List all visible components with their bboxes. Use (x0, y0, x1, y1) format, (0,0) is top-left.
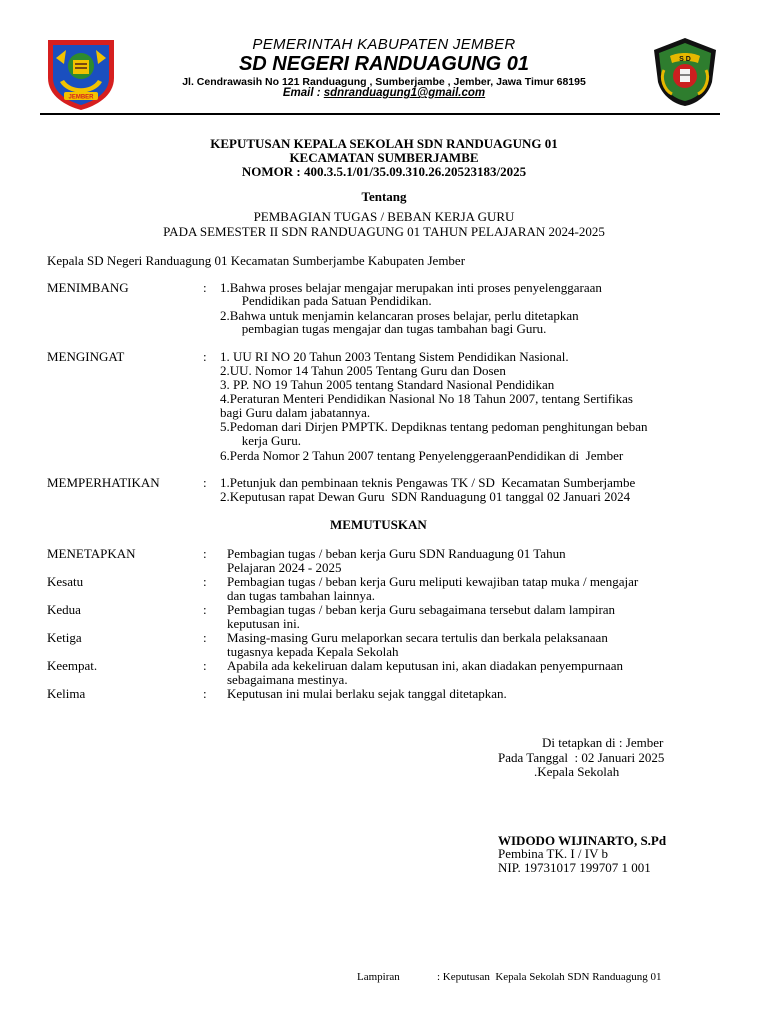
decree-about: Tentang (361, 189, 407, 204)
decision-colon: : (203, 686, 207, 701)
memutuskan-heading: MEMUTUSKAN (330, 517, 427, 532)
decision-line: keputusan ini. (227, 616, 300, 631)
decree-number: NOMOR : 400.3.5.1/01/35.09.310.26.20523183/2025 (241, 164, 527, 179)
decree-subject-line1: PEMBAGIAN TUGAS / BEBAN KERJA GURU (253, 209, 515, 224)
sd-school-emblem-icon (650, 36, 720, 108)
decision-colon: : (203, 546, 207, 561)
menimbang-label: MENIMBANG (47, 280, 129, 295)
signatory-name: WIDODO WIJINARTO, S.Pd (498, 833, 667, 848)
decree-title: KEPUTUSAN KEPALA SEKOLAH SDN RANDUAGUNG 01 (210, 136, 558, 151)
decision-line: Keputusan ini mulai berlaku sejak tanggal ditetapkan. (227, 686, 507, 701)
mengingat-colon: : (203, 349, 207, 364)
decree-subject-line2: PADA SEMESTER II SDN RANDUAGUNG 01 TAHUN PELAJARAN 2024-2025 (163, 224, 605, 239)
decision-line: Pembagian tugas / beban kerja Guru sebagaimana tersebut dalam lampiran (227, 602, 616, 617)
signatory-rank: Pembina TK. I / IV b (498, 846, 609, 861)
attachment-text: : Keputusan Kepala Sekolah SDN Randuagung 01 (437, 971, 662, 983)
menimbang-line: 2.Bahwa untuk menjamin kelancaran proses belajar, perlu ditetapkan (220, 308, 579, 323)
menimbang-colon: : (203, 280, 207, 295)
attachment-label: Lampiran (357, 971, 400, 983)
memperhatikan-line: 2.Keputusan rapat Dewan Guru SDN Randuagung 01 tanggal 02 Januari 2024 (220, 489, 631, 504)
decision-line: tugasnya kepada Kepala Sekolah (227, 644, 399, 659)
signatory-nip: NIP. 19731017 199707 1 001 (498, 860, 651, 875)
decision-label: MENETAPKAN (47, 546, 136, 561)
decision-label: Keempat. (47, 658, 98, 673)
decision-line: Apabila ada kekeliruan dalam keputusan ini, akan diadakan penyempurnaan (227, 658, 623, 673)
mengingat-line: 2.UU. Nomor 14 Tahun 2005 Tentang Guru dan Dosen (220, 363, 506, 378)
letterhead-divider (40, 113, 720, 115)
signature-place: Di tetapkan di : Jember (542, 735, 664, 750)
mengingat-line: 6.Perda Nomor 2 Tahun 2007 tentang PenyelenggeraanPendidikan di Jember (220, 448, 624, 463)
government-name: PEMERINTAH KABUPATEN JEMBER (252, 36, 516, 53)
decision-label: Kesatu (47, 574, 84, 589)
svg-text:JEMBER: JEMBER (68, 94, 94, 101)
memperhatikan-colon: : (203, 475, 207, 490)
decision-label: Kedua (47, 602, 81, 617)
decision-line: dan tugas tambahan lainnya. (227, 588, 376, 603)
mengingat-line: bagi Guru dalam jabatannya. (220, 405, 371, 420)
decision-line: Pembagian tugas / beban kerja Guru SDN Randuagung 01 Tahun (227, 546, 566, 561)
mengingat-line: kerja Guru. (232, 433, 301, 448)
decree-intro: Kepala SD Negeri Randuagung 01 Kecamatan Sumberjambe Kabupaten Jember (47, 253, 466, 268)
menimbang-line: pembagian tugas mengajar dan tugas tambahan bagi Guru. (232, 321, 547, 336)
decision-line: Masing-masing Guru melaporkan secara tertulis dan berkala pelaksanaan (227, 630, 608, 645)
menimbang-line: 1.Bahwa proses belajar mengajar merupakan inti proses penyelenggaraan (220, 280, 602, 295)
school-name: SD NEGERI RANDUAGUNG 01 (238, 53, 530, 75)
decision-line: Pelajaran 2024 - 2025 (227, 560, 342, 575)
decision-line: sebagaimana mestinya. (227, 672, 348, 687)
decision-colon: : (203, 658, 207, 673)
decision-colon: : (203, 574, 207, 589)
email-label: Email : (282, 87, 324, 99)
signature-date: Pada Tanggal : 02 Januari 2025 (498, 750, 665, 765)
memperhatikan-label: MEMPERHATIKAN (47, 475, 160, 490)
decision-colon: : (203, 630, 207, 645)
mengingat-line: 4.Peraturan Menteri Pendidikan Nasional No 18 Tahun 2007, tentang Sertifikas (220, 391, 633, 406)
signature-role: .Kepala Sekolah (534, 764, 620, 779)
svg-text:S D: S D (679, 56, 691, 63)
decision-label: Kelima (47, 686, 86, 701)
mengingat-label: MENGINGAT (47, 349, 125, 364)
mengingat-line: 1. UU RI NO 20 Tahun 2003 Tentang Sistem Pendidikan Nasional. (220, 349, 569, 364)
email-link[interactable]: sdnranduagung1@gmail.com (323, 87, 486, 99)
school-address: Jl. Cendrawasih No 121 Randuagung , Sumberjambe , Jember, Jawa Timur 68195 (182, 76, 586, 88)
memperhatikan-line: 1.Petunjuk dan pembinaan teknis Pengawas TK / SD Kecamatan Sumberjambe (220, 475, 636, 490)
decision-colon: : (203, 602, 207, 617)
mengingat-line: 5.Pedoman dari Dirjen PMPTK. Depdiknas tentang pedoman penghitungan beban (220, 419, 648, 434)
decision-label: Ketiga (47, 630, 82, 645)
decree-district: KECAMATAN SUMBERJAMBE (289, 150, 479, 165)
decision-line: Pembagian tugas / beban kerja Guru meliputi kewajiban tatap muka / mengajar (227, 574, 639, 589)
menimbang-line: Pendidikan pada Satuan Pendidikan. (232, 293, 432, 308)
mengingat-line: 3. PP. NO 19 Tahun 2005 tentang Standard Nasional Pendidikan (220, 377, 555, 392)
